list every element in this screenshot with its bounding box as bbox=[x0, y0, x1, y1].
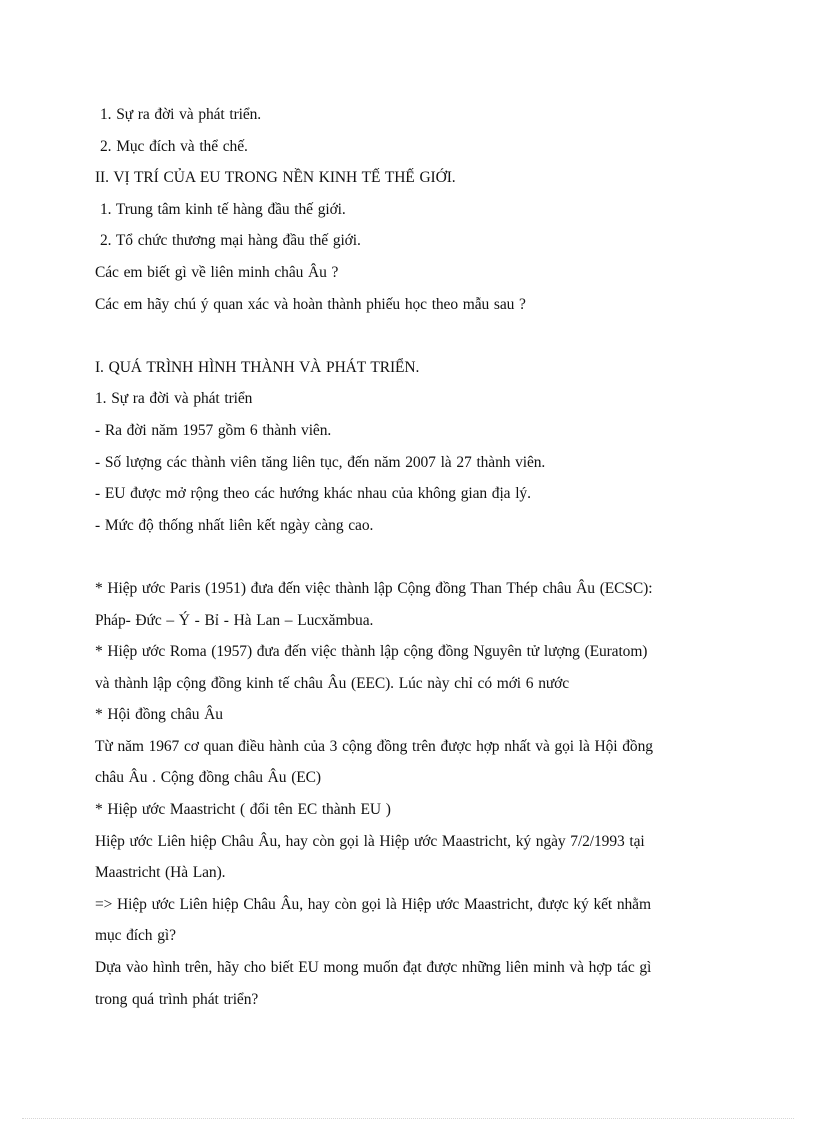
document-body bbox=[95, 99, 725, 1015]
page-bottom-divider bbox=[22, 1118, 794, 1119]
blank-line bbox=[95, 320, 725, 352]
paragraph-line: * Hiệp ước Maastricht ( đổi tên EC thành EU ) bbox=[95, 801, 391, 819]
paragraph-line: Từ năm 1967 cơ quan điều hành của 3 cộng đồng trên được hợp nhất và gọi là Hội đồng bbox=[95, 737, 653, 755]
paragraph-line: Maastricht (Hà Lan). bbox=[95, 864, 226, 882]
bullet-item: - Số lượng các thành viên tăng liên tục, đến năm 2007 là 27 thành viên. bbox=[95, 453, 546, 471]
outline-item: 1. Sự ra đời và phát triển. bbox=[100, 106, 262, 123]
paragraph-line: mục đích gì? bbox=[95, 927, 176, 945]
question-text: Các em biết gì về liên minh châu Âu ? bbox=[95, 263, 339, 281]
bullet-item: - Mức độ thống nhất liên kết ngày càng cao. bbox=[95, 516, 374, 534]
paragraph-line: châu Âu . Cộng đồng châu Âu (EC) bbox=[95, 769, 321, 787]
paragraph-line: và thành lập cộng đồng kinh tế châu Âu (EEC). Lúc này chỉ có mới 6 nước bbox=[95, 674, 570, 692]
paragraph-line: trong quá trình phát triển? bbox=[95, 990, 259, 1008]
section-heading: II. VỊ TRÍ CỦA EU TRONG NỀN KINH TẾ THẾ GIỚI. bbox=[95, 169, 456, 187]
paragraph-line: Hiệp ước Liên hiệp Châu Âu, hay còn gọi là Hiệp ước Maastricht, ký ngày 7/2/1993 tại bbox=[95, 832, 645, 850]
bullet-item: - EU được mở rộng theo các hướng khác nhau của không gian địa lý. bbox=[95, 485, 531, 503]
paragraph-line: Pháp- Đức – Ý - Bỉ - Hà Lan – Lucxămbua. bbox=[95, 611, 374, 629]
section-heading: I. QUÁ TRÌNH HÌNH THÀNH VÀ PHÁT TRIỂN. bbox=[95, 358, 420, 376]
paragraph-line: * Hiệp ước Paris (1951) đưa đến việc thành lập Cộng đồng Than Thép châu Âu (ECSC): bbox=[95, 579, 653, 597]
paragraph-line: * Hiệp ước Roma (1957) đưa đến việc thành lập cộng đồng Nguyên tử lượng (Euratom) bbox=[95, 643, 648, 661]
blank-line bbox=[95, 541, 725, 573]
bullet-item: - Ra đời năm 1957 gồm 6 thành viên. bbox=[95, 421, 332, 439]
paragraph-line: * Hội đồng châu Âu bbox=[95, 706, 223, 724]
subsection-heading: 1. Sự ra đời và phát triển bbox=[95, 390, 253, 408]
outline-item: 2. Mục đích và thể chế. bbox=[100, 137, 248, 155]
outline-item: 2. Tổ chức thương mại hàng đầu thế giới. bbox=[100, 232, 361, 250]
instruction-text: Các em hãy chú ý quan xác và hoàn thành phiếu học theo mẫu sau ? bbox=[95, 295, 526, 313]
paragraph-line: Dựa vào hình trên, hãy cho biết EU mong muốn đạt được những liên minh và hợp tác gì bbox=[95, 959, 652, 977]
paragraph-line: => Hiệp ước Liên hiệp Châu Âu, hay còn gọi là Hiệp ước Maastricht, được ký kết nhằm bbox=[95, 895, 651, 913]
outline-item: 1. Trung tâm kinh tế hàng đầu thế giới. bbox=[100, 200, 346, 218]
